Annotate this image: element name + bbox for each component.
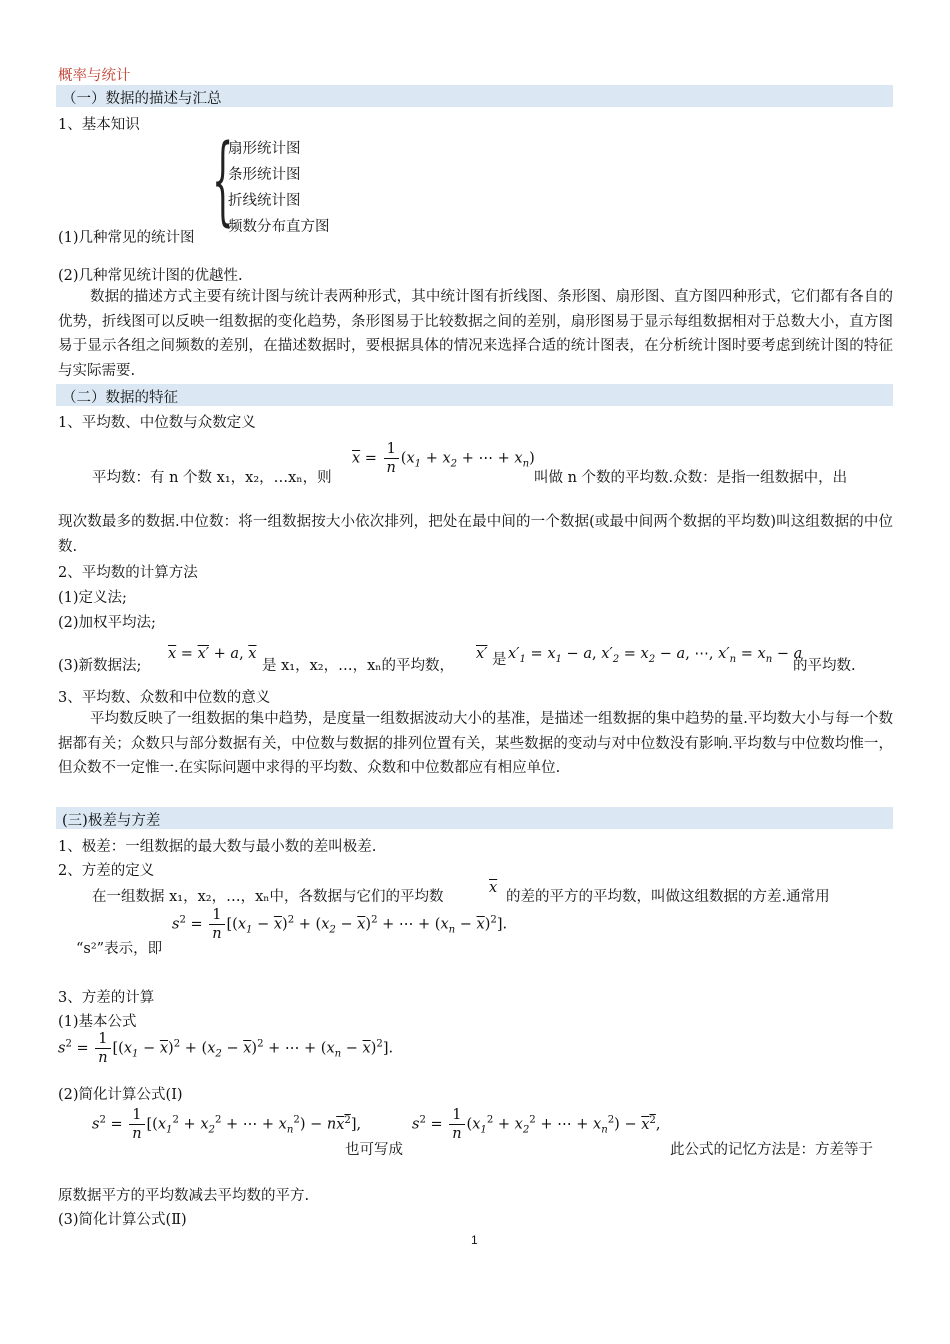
left-brace-icon: { — [212, 124, 234, 236]
section-heading-1: （一）数据的描述与汇总 — [56, 85, 893, 107]
mean-def-post: 叫做 n 个数的平均数.众数：是指一组数据中，出 — [534, 470, 848, 486]
variance-formula-simplified-1: $s^2$ = $\frac{1}{n}$ [($x_1^2 + x_2^2$ + ⋯ + $x_n^2) - nx^2$], — [92, 1107, 362, 1142]
method-2: (2)加权平均法; — [58, 615, 156, 631]
page-title: 概率与统计 — [58, 68, 131, 84]
s3-item2: 2、方差的定义 — [58, 863, 155, 879]
chart-types-list — [228, 136, 330, 240]
s1-paragraph: 数据的描述方式主要有统计图与统计表两种形式，其中统计图有折线图、条形图、扇形图、直方图四种形式，它们都有各自的优势，折线图可以反映一组数据的变化趋势，条形图易于比较数据之间的差别，扇形图易于显示每组数据相对于总数大小，直方图易于显示各组之间频数的差别，在描述数据时，要根据具体的情况来选择合适的统计图表，在分析统计图时要考虑到统计图的特征与实际需要. — [58, 289, 893, 379]
variance-formula-basic: $s^2$ = $\frac{1}{n}$ [$(x_1 - \overline{x})^2 + (x_2 - \overline{x})^2$ + ⋯ + $(x_n - \overline{x})^2$]. — [58, 1031, 394, 1066]
new-data-formula-2: $x'_1 = x_1 - a$, $x'_2 = x_2 - a$, ⋯, $x'_n = x_n - a$ — [508, 646, 803, 665]
chart-type-item: 折线统计图 — [228, 193, 301, 209]
formula-1-label: (1)基本公式 — [58, 1014, 137, 1030]
mean-def-pre: 平均数：有 n 个数 x₁，x₂，…xₙ，则 — [92, 470, 332, 486]
s3-item3: 3、方差的计算 — [58, 990, 155, 1006]
section-heading-2: （二）数据的特征 — [56, 384, 893, 406]
mean-def-cont: 现次数最多的数据.中位数：将一组数据按大小依次排列，把处在最中间的一个数据(或最中间两个数据的平均数)叫这组数据的中位数. — [58, 514, 893, 555]
s1-item1: 1、基本知识 — [58, 117, 140, 133]
page-number: 1 — [471, 1233, 478, 1247]
formula-2-mid: 也可写成 — [345, 1142, 403, 1158]
s3-item1: 1、极差：一组数据的最大数与最小数的差叫极差. — [58, 839, 377, 855]
method-3-post: 的平均数. — [793, 658, 856, 674]
formula-2-post: 此公式的记忆方法是：方差等于 — [670, 1142, 873, 1158]
section-heading-3: (三)极差与方差 — [56, 807, 893, 829]
formula-2-cont: 原数据平方的平均数减去平均数的平方. — [58, 1188, 310, 1204]
method-3-mid1: 是 x₁，x₂，…，xₙ的平均数， — [262, 658, 455, 674]
s2-item1: 1、平均数、中位数与众数定义 — [58, 415, 256, 431]
s2-item3: 3、平均数、众数和中位数的意义 — [58, 690, 271, 706]
chart-type-item: 频数分布直方图 — [228, 219, 330, 235]
chart-type-item: 扇形统计图 — [228, 141, 301, 157]
formula-2-label: (2)简化计算公式(Ⅰ) — [58, 1087, 183, 1103]
variance-def-post: 的差的平方的平均数，叫做这组数据的方差.通常用 — [506, 889, 830, 905]
variance-def-xbar: $\overline{x}$ — [489, 880, 498, 896]
chart-type-item: 条形统计图 — [228, 167, 301, 183]
variance-def-2: “s²”表示，即 — [76, 941, 163, 957]
mean-formula: $\overline{x}$ = $\frac{1}{n}$ ($x_1 + x_2$ + ⋯ + $x_n$) — [352, 441, 535, 476]
variance-formula-def: $s^2$ = $\frac{1}{n}$ [$(x_1 - \overline{x})^2 + (x_2 - \overline{x})^2$ + ⋯ + $(x_n - \overline{x})^2$]. — [172, 907, 508, 942]
chart-types-label: (1)几种常见的统计图 — [58, 230, 195, 246]
variance-formula-simplified-2: $s^2$ = $\frac{1}{n}$ ($x_1^2 + x_2^2$ + ⋯ + $x_n^2) - x^2$, — [412, 1107, 661, 1142]
s2-paragraph: 平均数反映了一组数据的集中趋势，是度量一组数据波动大小的基准，是描述一组数据的集中趋势的量.平均数大小与每一个数据都有关；众数只与部分数据有关，中位数与数据的排列位置有关，某些数据的变动与对中位数没有影响.平均数与中位数均惟一，但众数不一定惟一.在实际问题中求得的平均数、众数和中位数都应有相应单位. — [58, 711, 893, 776]
s1-item2: (2)几种常见统计图的优越性. — [58, 268, 243, 284]
method-3-mid2: 是 — [492, 652, 507, 668]
method-3-pre: (3)新数据法; — [58, 658, 142, 674]
method-1: (1)定义法; — [58, 590, 127, 606]
formula-3-label: (3)简化计算公式(Ⅱ) — [58, 1212, 187, 1228]
variance-def: 在一组数据 x₁，x₂，…，xₙ中，各数据与它们的平均数 — [92, 889, 444, 905]
s2-item2: 2、平均数的计算方法 — [58, 565, 198, 581]
new-data-formula-1: $\overline{x} = x' + a$, $\overline{x}$ — [168, 646, 257, 662]
new-data-xbar-prime: x′ — [476, 646, 488, 662]
